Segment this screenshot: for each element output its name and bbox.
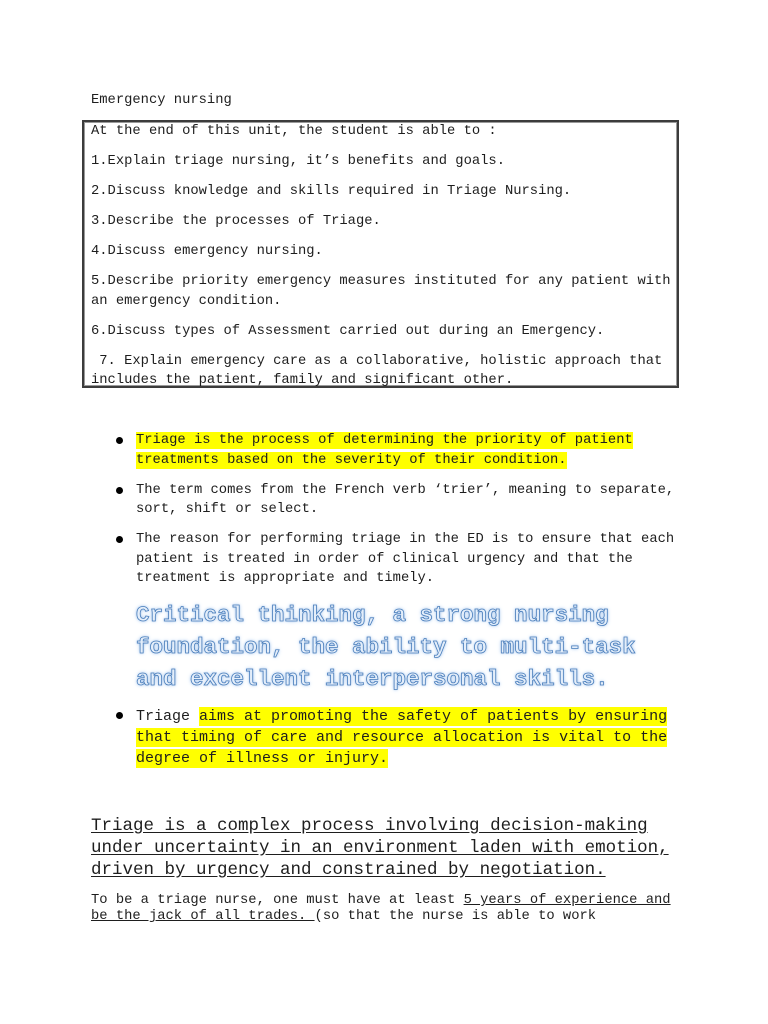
objective-item: 2.Discuss knowledge and skills required in Triage Nursing. bbox=[91, 184, 572, 199]
objective-item: 7. Explain emergency care as a collaborative, holistic approach that includes the patient, family and significant other. bbox=[91, 353, 671, 388]
safety-bullet-list bbox=[136, 706, 682, 780]
bullet-lead-text: Triage bbox=[136, 707, 200, 725]
bullet-icon bbox=[116, 487, 123, 494]
bullet-text: The reason for performing triage in the ED is to ensure that each patient is treated in order of clinical urgency and that the treatment is appropriate and timely. bbox=[136, 532, 675, 586]
objective-item: 5.Describe priority emergency measures instituted for any patient with an emergency condition. bbox=[91, 274, 671, 309]
bullet-icon bbox=[116, 437, 123, 444]
objectives-intro: At the end of this unit, the student is able to : bbox=[91, 124, 497, 139]
bullet-item bbox=[136, 431, 682, 470]
bullet-item bbox=[136, 481, 682, 520]
document-title: Emergency nursing bbox=[91, 93, 232, 108]
learning-objectives-box bbox=[82, 120, 679, 388]
bullet-icon bbox=[116, 536, 123, 543]
objective-item: 3.Describe the processes of Triage. bbox=[91, 214, 381, 229]
bullet-icon bbox=[116, 712, 123, 719]
bullet-text: Triage is the process of determining the priority of patient treatments based on the severity of their condition. bbox=[136, 433, 633, 468]
triage-definition: Triage is a complex process involving decision-making under uncertainty in an environment laden with emotion, driven by urgency and constrained by negotiation. bbox=[91, 816, 669, 880]
triage-nurse-requirement bbox=[91, 893, 677, 925]
objective-item: 1.Explain triage nursing, it’s benefits and goals. bbox=[91, 154, 505, 169]
requirement-lead-text: To be a triage nurse, one must have at least bbox=[91, 893, 464, 908]
objective-item: 4.Discuss emergency nursing. bbox=[91, 244, 323, 259]
requirement-underlined-text: 5 years of experience and be the jack of all trades. bbox=[91, 893, 671, 924]
requirement-tail-text: (so that the nurse is able to work bbox=[314, 909, 597, 924]
bullet-item bbox=[136, 530, 682, 589]
callout-text: Critical thinking, a strong nursing foundation, the ability to multi-task and excellent interpersonal skills. bbox=[136, 602, 636, 692]
objective-item: 6.Discuss types of Assessment carried out during an Emergency. bbox=[91, 323, 605, 339]
highlighted-text: aims at promoting the safety of patients by ensuring that timing of care and resource allocation is vital to the degree of illness or injury. bbox=[136, 707, 668, 767]
triage-bullet-list bbox=[136, 431, 682, 599]
bullet-item bbox=[136, 706, 682, 769]
bullet-text: The term comes from the French verb ‘trier’, meaning to separate, sort, shift or select. bbox=[136, 482, 675, 517]
